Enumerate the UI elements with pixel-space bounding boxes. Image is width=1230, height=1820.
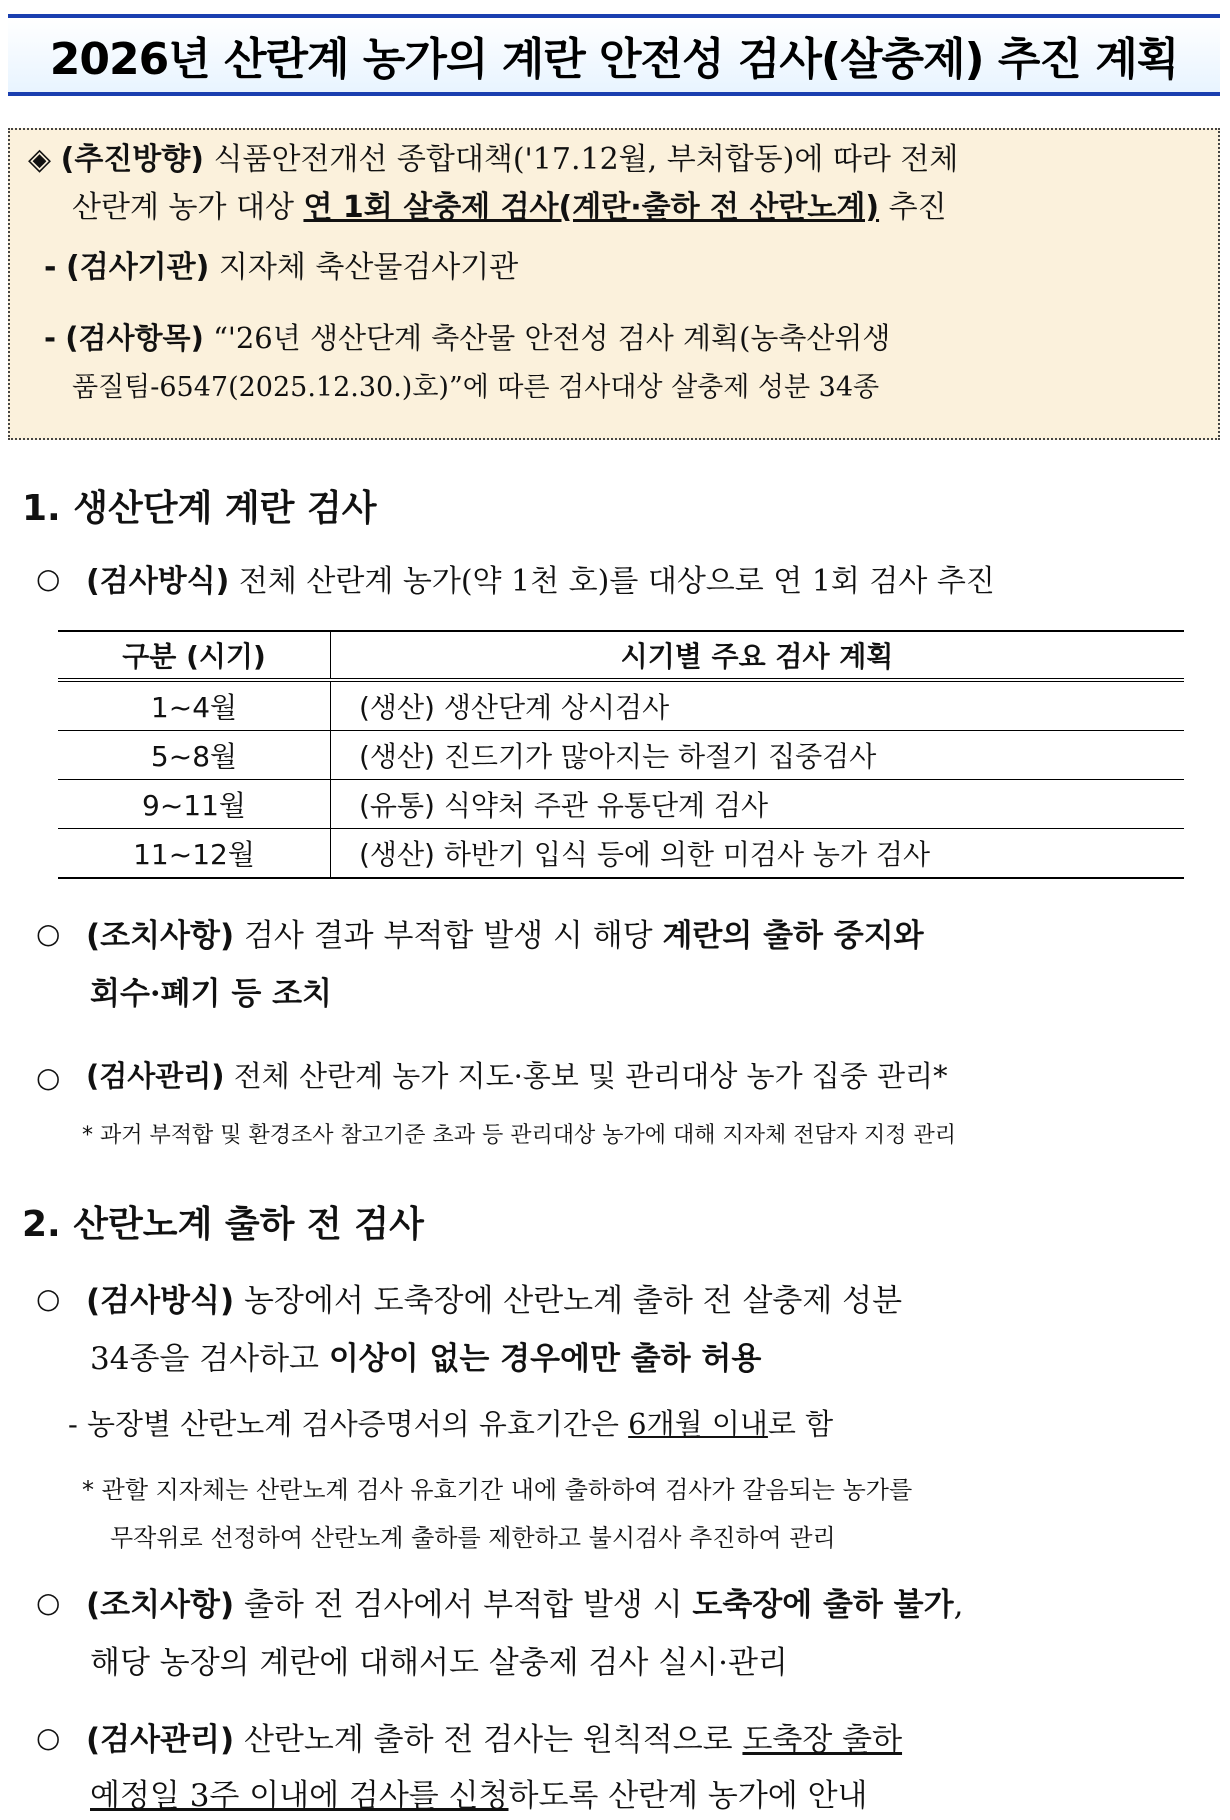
agency-dash: - [44, 250, 57, 285]
section2-manage-text-1a: 산란노계 출하 전 검사는 원칙적으로 [243, 1722, 743, 1758]
section2-method-line-1 [86, 1275, 902, 1320]
section2-action-line-2: 해당 농장의 계란에 대해서도 살충제 검사 실시·관리 [90, 1645, 788, 1681]
table-cell-plan: (유통) 식약처 주관 유통단계 검사 [331, 780, 1185, 829]
section2-manage-text-2a: 예정일 3주 이내에 검사를 신청 [90, 1778, 509, 1814]
section1-action-text-1a: 검사 결과 부적합 발생 시 해당 [243, 918, 663, 954]
direction-text-2b: 연 1회 살충제 검사(계란·출하 전 산란노계) [303, 190, 880, 225]
items-dash: - [44, 321, 57, 355]
section1-action-line-2: 회수·폐기 등 조치 [90, 976, 332, 1012]
summary-agency-line [44, 240, 518, 296]
section2-validity-text-c: 로 함 [767, 1407, 834, 1441]
circle-bullet-icon: ○ [36, 1586, 61, 1619]
items-label: (검사항목) [65, 321, 204, 355]
section2-manage-line-1 [86, 1714, 902, 1759]
section2-action-text-1b: 도축장에 출하 불가 [692, 1587, 954, 1623]
inspection-plan-table [58, 630, 1184, 879]
table-row [58, 829, 1184, 879]
table-cell-period: 9~11월 [58, 780, 331, 829]
agency-text: 지자체 축산물검사기관 [218, 250, 519, 285]
section1-method-label: (검사방식) [86, 564, 230, 599]
section2-method-text-2a: 34종을 검사하고 [90, 1341, 329, 1377]
table-header-row [58, 631, 1184, 680]
section2-manage-text-1b: 도축장 출하 [742, 1722, 903, 1758]
section2-manage-line-2 [90, 1770, 867, 1815]
circle-bullet-icon: ○ [36, 1282, 61, 1315]
direction-text-2c: 추진 [879, 190, 947, 225]
section2-method-line-2 [90, 1333, 761, 1378]
section2-validity-note-2: 무작위로 선정하여 산란노계 출하를 제한하고 불시검사 추진하여 관리 [110, 1524, 836, 1552]
title-box [8, 14, 1220, 96]
section2-method-text-1: 농장에서 도축장에 산란노계 출하 전 살충제 성분 [243, 1283, 903, 1319]
agency-label: (검사기관) [66, 250, 210, 285]
section2-action-text-1a: 출하 전 검사에서 부적합 발생 시 [243, 1587, 693, 1623]
section2-method-text-2b: 이상이 없는 경우에만 출하 허용 [328, 1341, 762, 1377]
section2-validity-text-a: - 농장별 산란노계 검사증명서의 유효기간은 [68, 1407, 629, 1441]
table-cell-period: 5~8월 [58, 731, 331, 780]
circle-bullet-icon: ○ [36, 1061, 61, 1094]
section2-validity-text-b: 6개월 이내 [628, 1407, 768, 1441]
summary-direction-line-2 [72, 180, 947, 236]
section2-manage-text-2b: 하도록 산란계 농가에 안내 [508, 1778, 868, 1814]
section1-action-label: (조치사항) [86, 918, 235, 954]
section2-validity-note-1: * 관할 지자체는 산란노계 검사 유효기간 내에 출하하여 검사가 갈음되는 농가를 [82, 1476, 913, 1504]
section2-action-label: (조치사항) [86, 1587, 235, 1623]
section1-manage-label: (검사관리) [86, 1059, 225, 1093]
table-cell-plan: (생산) 생산단계 상시검사 [331, 680, 1185, 731]
table-row [58, 731, 1184, 780]
section1-manage-line [86, 1054, 948, 1095]
section1-heading: 1. 생산단계 계란 검사 [22, 488, 377, 529]
table-row [58, 780, 1184, 829]
section1-action-text-1b: 계란의 출하 중지와 [662, 918, 924, 954]
items-text-2: 품질팀-6547(2025.12.30.)호)”에 따른 검사대상 살충제 성분 34종 [72, 372, 880, 403]
direction-label: (추진방향) [60, 142, 204, 177]
diamond-bullet-icon: ◈ [28, 142, 52, 177]
table-cell-period: 1~4월 [58, 680, 331, 731]
section1-manage-note: * 과거 부적합 및 환경조사 참고기준 초과 등 관리대상 농가에 대해 지자체 전담자 지정 관리 [82, 1123, 956, 1148]
section2-manage-label: (검사관리) [86, 1722, 235, 1758]
direction-text-1: 식품안전개선 종합대책('17.12월, 부처합동)에 따라 전체 [213, 142, 959, 177]
circle-bullet-icon: ○ [36, 917, 61, 950]
table-header-plan: 시기별 주요 검사 계획 [331, 631, 1185, 680]
circle-bullet-icon: ○ [36, 562, 61, 595]
section2-action-text-1c: , [953, 1587, 964, 1623]
direction-text-2a: 산란계 농가 대상 [72, 190, 304, 225]
summary-box [8, 128, 1220, 440]
section2-validity-line [68, 1402, 833, 1443]
circle-bullet-icon: ○ [36, 1721, 61, 1754]
section2-heading: 2. 산란노계 출하 전 검사 [22, 1204, 424, 1245]
summary-items-line-2 [72, 360, 879, 416]
section1-manage-text: 전체 산란계 농가 지도·홍보 및 관리대상 농가 집중 관리* [233, 1059, 948, 1093]
section1-method-text: 전체 산란계 농가(약 1천 호)를 대상으로 연 1회 검사 추진 [238, 564, 995, 599]
table-row [58, 680, 1184, 731]
items-text-1: “'26년 생산단계 축산물 안전성 검사 계획(농축산위생 [213, 321, 891, 355]
section1-action-line-1 [86, 910, 924, 955]
summary-items-line-1 [44, 310, 890, 366]
section2-method-label: (검사방식) [86, 1283, 235, 1319]
section2-action-line-1 [86, 1579, 963, 1624]
table-cell-plan: (생산) 하반기 입식 등에 의한 미검사 농가 검사 [331, 829, 1185, 879]
section1-method [86, 556, 995, 600]
page-title: 2026년 산란계 농가의 계란 안전성 검사(살충제) 추진 계획 [49, 34, 1179, 85]
table-cell-plan: (생산) 진드기가 많아지는 하절기 집중검사 [331, 731, 1185, 780]
table-header-period: 구분 (시기) [58, 631, 331, 680]
table-cell-period: 11~12월 [58, 829, 331, 879]
